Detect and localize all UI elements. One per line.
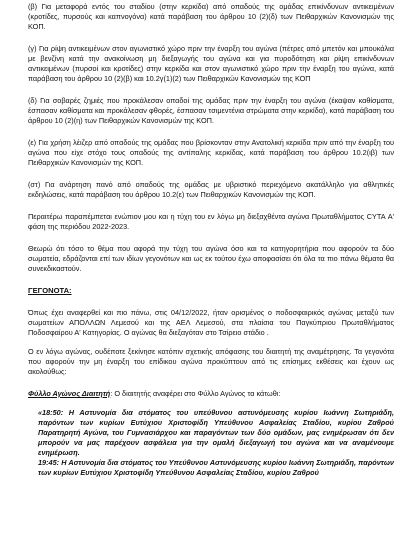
referee-sheet-label: Φύλλο Αγώνος Διαιτητή xyxy=(28,389,111,398)
facts-paragraph-2: Ο εν λόγω αγώνας, ουδέποτε ξεκίνησε κατόπιν σχετικής απόφασης του διαιτητή της αναμέτρησης. Τα γεγονότα που αφορούν την μη έναρξη του επίδικου αγώνα προκύπτουν από τις επίσημες εκθέσεις και έχουν ως ακολούθως: xyxy=(28,347,394,376)
joint-hearing-paragraph: Θεωρώ ότι τόσο το θέμα που αφορά την τύχη του αγώνα όσο και τα κατηγορητήρια που αφορούν τα δύο σωματεία, εδράζονται επί των ιδίων γεγονότων και ως εκ τούτου έχω αποφασίσει ότι όλα τα πιο πάνω θέματα θα συνεκδικαστούν. xyxy=(28,244,394,273)
charge-item-f: (στ) Για ανάρτηση πανό από οπαδούς της ομάδας με υβριστικό περιεχόμενο ακατάλληλο για αθλητικές εκδηλώσεις, κατά παράβαση του άρθρου 10.2(ε) των Πειθαρχικών Κανονισμών της ΚΟΠ. xyxy=(28,180,394,199)
facts-paragraph-1: Όπως έχει αναφερθεί και πιο πάνω, στις 04/12/2022, ήταν ορισμένος ο ποδοσφαιρικός αγώνας μεταξύ των σωματείων ΑΠΟΛΛΩΝ Λεμεσού και της ΑΕΛ Λεμεσού, στα πλαίσια του Παγκύπριου Πρωταθλήματος Ποδοσφαίρου Α' Κατηγορίας. Ο αγώνας θα διεξαγόταν στο Τσίρειο στάδιο . xyxy=(28,308,394,337)
charge-item-b: (β) Για μεταφορά εντός του σταδίου (στην κερκίδα) από οπαδούς της ομάδας επικίνδυνων αντικειμένων (κροτίδες, πυρσούς και καπνογόνα) κατά παράβαση του άρθρου 10 (2)(δ) των Πειθαρχικών Κανονισμών της ΚΟΠ. xyxy=(28,2,394,31)
referee-entry-1850: «18:50: Η Αστυνομία δια στόματος του υπεύθυνου αστυνόμευσης κυρίου Ιωάννη Σωτηριάδη, παρόντων των κυρίων Ευτύχιου Χριστοφίδη Υπεύθυνου Ασφαλείας Σταδίου, κυρίου Ζαθρού Παρατηρητή Αγώνα, του Γυμνασιάρχου και παραγόντων των δύο ομάδων, μας ενημέρωσαν ότι δεν μπορούν να μας παρέχουν ασφάλεια για την ομαλή διεξαγωγή του αγώνα και να αναμένουμε ενημέρωση. xyxy=(38,408,394,457)
referee-entry-1945: 19:45: Η Αστυνομία δια στόματος του Υπεύθυνου Αστυνόμευσης κυρίου Ιωάννη Σωτηριάδη, παρόντων των κυρίων Ευτύχιου Χριστοφίδη Υπεύθυνου Ασφαλείας Σταδίου, κυρίου Ζαθρού xyxy=(38,458,394,477)
referee-sheet-intro xyxy=(28,389,394,399)
charge-item-e: (ε) Για χρήση λέιζερ από οπαδούς της ομάδας που βρίσκονταν στην Ανατολική κερκίδα πριν από την έναρξη του αγώνα που είχε στόχο τους οπαδούς της αντίπαλης κερκίδας, κατά παράβαση του άρθρου 10.2(ιβ) των Πειθαρχικών Κανονισμών της ΚΟΠ. xyxy=(28,138,394,167)
referee-sheet-text: : Ο διαιτητής αναφέρει στο Φύλλο Αγώνος τα κάτωθι: xyxy=(110,389,281,398)
referral-paragraph: Περαιτέρω παραπέμπεται ενώπιον μου και η τύχη του εν λόγω μη διεξαχθέντα αγώνα Πρωταθλήματος CYTA Α' φάση της περιόδου 2022-2023. xyxy=(28,212,394,231)
facts-heading: ΓΕΓΟΝΟΤΑ: xyxy=(28,286,72,295)
charge-item-c: (γ) Για ρίψη αντικειμένων στον αγωνιστικό χώρο πριν την έναρξη του αγώνα (πέτρες από μπετόν και μπουκάλια με βενζίνη κατά την ανακοίνωση μη διεξαγωγής του αγώνα και για πυροδότηση και ρίψη επικίνδυνων αντικειμένων (πυρσοί και κροτίδες) στην κερκίδα και στον αγωνιστικό χώρο πριν την έναρξη του αγώνα, κατά παράβαση του άρθρου 10 (2)(β) και 10.2γ(1)(2) των Πειθαρχικών Κανονισμών της ΚΟΠ xyxy=(28,44,394,83)
charge-item-d: (δ) Για σοβαρές ζημιές που προκάλεσαν οπαδοί της ομάδας πριν την έναρξη του αγώνα (έκαψαν καθίσματα, έσπασαν καθίσματα και προκάλεσαν φθορές, έσπασαν τσιμεντένια στρώματα στην κερκίδα), κατά παράβαση του άρθρου 10 (2)(η) των Πειθαρχικών Κανονισμών της ΚΟΠ. xyxy=(28,96,394,125)
